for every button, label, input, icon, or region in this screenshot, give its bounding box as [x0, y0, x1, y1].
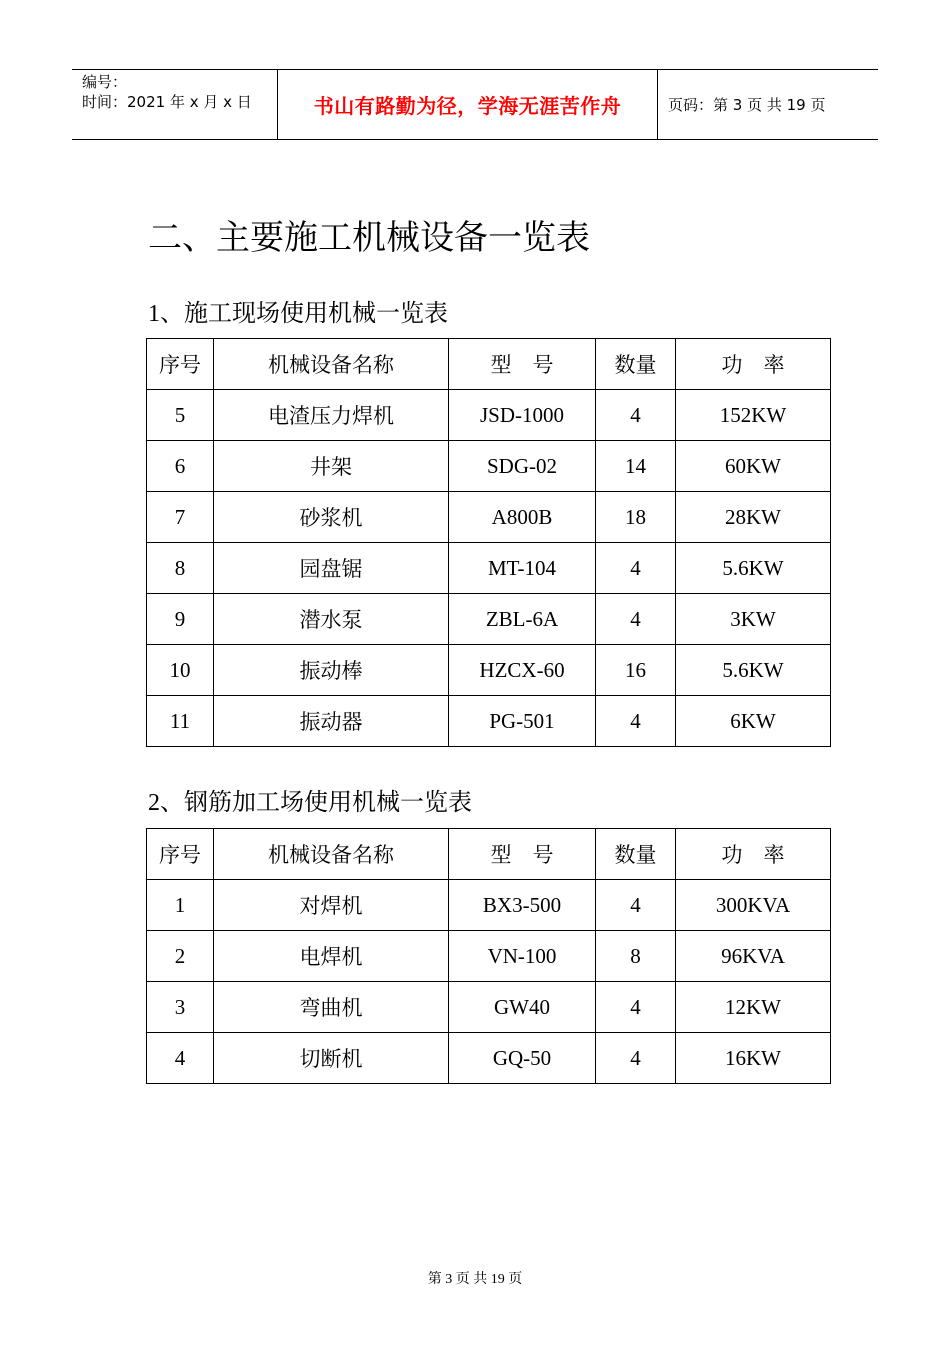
table-row	[147, 492, 831, 543]
cell-seq: 2	[147, 931, 214, 982]
cell-model: HZCX-60	[449, 645, 596, 696]
cell-model: GW40	[449, 982, 596, 1033]
cell-power: 12KW	[676, 982, 831, 1033]
cell-seq: 10	[147, 645, 214, 696]
cell-seq: 11	[147, 696, 214, 747]
cell-power: 28KW	[676, 492, 831, 543]
cell-power: 60KW	[676, 441, 831, 492]
cell-seq: 4	[147, 1033, 214, 1084]
cell-quantity: 4	[596, 594, 676, 645]
cell-model: BX3-500	[449, 880, 596, 931]
column-header: 机械设备名称	[214, 339, 449, 390]
header-meta-cell	[72, 70, 278, 139]
table-header-row	[147, 829, 831, 880]
column-header: 序号	[147, 339, 214, 390]
cell-seq: 5	[147, 390, 214, 441]
header-motto-cell	[278, 70, 658, 139]
table-row	[147, 931, 831, 982]
cell-power: 5.6KW	[676, 645, 831, 696]
cell-name: 弯曲机	[214, 982, 449, 1033]
cell-power: 6KW	[676, 696, 831, 747]
cell-quantity: 4	[596, 543, 676, 594]
cell-power: 16KW	[676, 1033, 831, 1084]
cell-power: 300KVA	[676, 880, 831, 931]
cell-model: A800B	[449, 492, 596, 543]
cell-quantity: 4	[596, 696, 676, 747]
table-row	[147, 880, 831, 931]
column-header: 序号	[147, 829, 214, 880]
cell-quantity: 14	[596, 441, 676, 492]
cell-seq: 3	[147, 982, 214, 1033]
cell-seq: 7	[147, 492, 214, 543]
cell-quantity: 4	[596, 880, 676, 931]
cell-name: 园盘锯	[214, 543, 449, 594]
cell-model: JSD-1000	[449, 390, 596, 441]
cell-name: 井架	[214, 441, 449, 492]
cell-model: ZBL-6A	[449, 594, 596, 645]
page-title: 二、主要施工机械设备一览表	[148, 220, 590, 257]
cell-seq: 9	[147, 594, 214, 645]
cell-quantity: 18	[596, 492, 676, 543]
section2-heading: 2、钢筋加工场使用机械一览表	[148, 790, 472, 816]
table-header-row	[147, 339, 831, 390]
cell-quantity: 4	[596, 1033, 676, 1084]
table-row	[147, 982, 831, 1033]
cell-model: MT-104	[449, 543, 596, 594]
table-row	[147, 543, 831, 594]
cell-seq: 1	[147, 880, 214, 931]
column-header: 数量	[596, 829, 676, 880]
column-header: 机械设备名称	[214, 829, 449, 880]
cell-name: 切断机	[214, 1033, 449, 1084]
cell-name: 电焊机	[214, 931, 449, 982]
cell-power: 152KW	[676, 390, 831, 441]
cell-quantity: 4	[596, 982, 676, 1033]
table-row	[147, 441, 831, 492]
header-page-cell	[658, 70, 878, 139]
cell-model: VN-100	[449, 931, 596, 982]
cell-name: 砂浆机	[214, 492, 449, 543]
cell-power: 3KW	[676, 594, 831, 645]
cell-name: 对焊机	[214, 880, 449, 931]
column-header: 数量	[596, 339, 676, 390]
column-header: 功 率	[676, 339, 831, 390]
column-header: 型 号	[449, 829, 596, 880]
table-row	[147, 594, 831, 645]
document-number-label: 编号：	[82, 73, 128, 91]
cell-model: SDG-02	[449, 441, 596, 492]
column-header: 型 号	[449, 339, 596, 390]
cell-name: 电渣压力焊机	[214, 390, 449, 441]
rebar-machinery-table	[146, 828, 831, 1084]
cell-seq: 6	[147, 441, 214, 492]
cell-name: 潜水泵	[214, 594, 449, 645]
cell-power: 5.6KW	[676, 543, 831, 594]
motto-text: 书山有路勤为径，学海无涯苦作舟	[313, 94, 622, 118]
cell-quantity: 16	[596, 645, 676, 696]
site-machinery-table	[146, 338, 831, 747]
table-row	[147, 390, 831, 441]
cell-model: PG-501	[449, 696, 596, 747]
page-header	[72, 69, 878, 140]
document-time: 时间：2021 年 x 月 x 日	[82, 93, 252, 111]
table-row	[147, 696, 831, 747]
cell-name: 振动器	[214, 696, 449, 747]
column-header: 功 率	[676, 829, 831, 880]
cell-seq: 8	[147, 543, 214, 594]
cell-quantity: 4	[596, 390, 676, 441]
section1-heading: 1、施工现场使用机械一览表	[148, 301, 448, 327]
table-row	[147, 645, 831, 696]
cell-model: GQ-50	[449, 1033, 596, 1084]
page-footer: 第 3 页 共 19 页	[427, 1272, 523, 1287]
cell-quantity: 8	[596, 931, 676, 982]
cell-power: 96KVA	[676, 931, 831, 982]
table-row	[147, 1033, 831, 1084]
cell-name: 振动棒	[214, 645, 449, 696]
header-page-info: 页码：第 3 页 共 19 页	[668, 96, 826, 114]
